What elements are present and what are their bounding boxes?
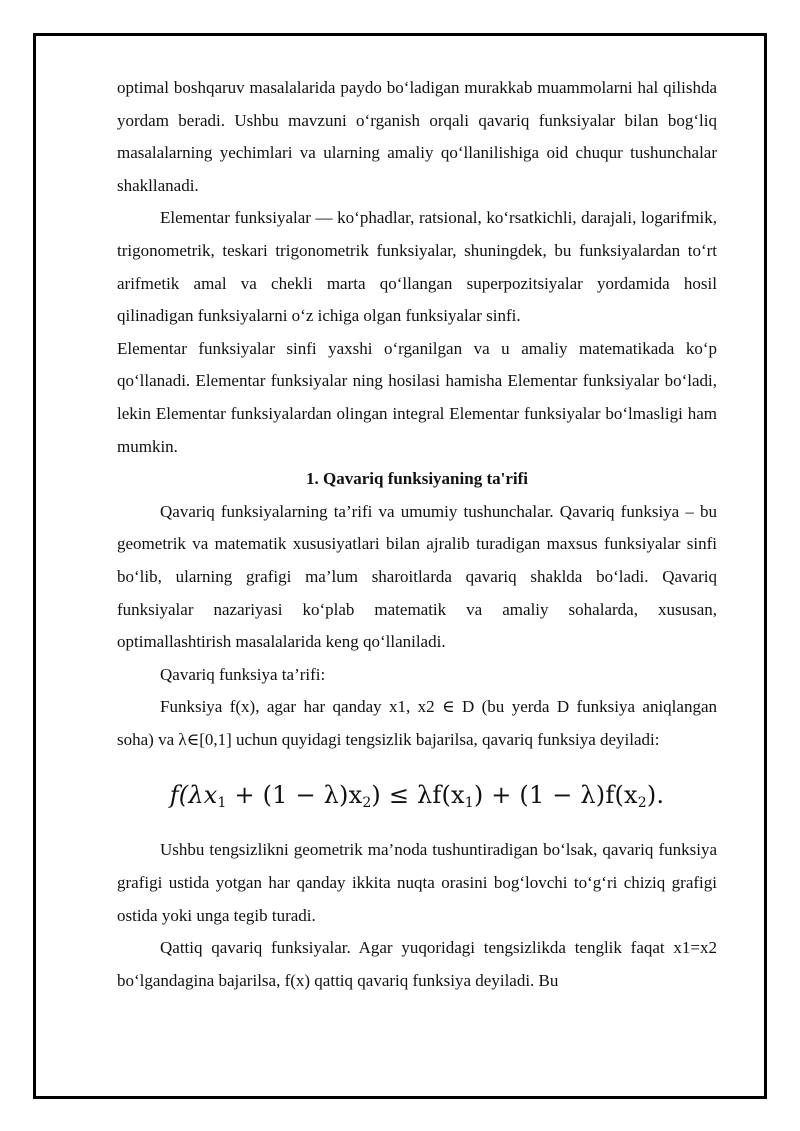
paragraph-1: optimal boshqaruv masalalarida paydo bo‘ladigan murakkab muammolarni hal qilishda yordam beradi. Ushbu mavzuni o‘rganish orqali qavariq funksiyalar bilan bog‘liq masalalarning yechimlari va ularning amaliy qo‘llanilishiga oid chuqur tushunchalar shakllanadi. (117, 78, 717, 195)
formula-sub-c: 1 (464, 795, 474, 812)
formula-sub-a: 1 (217, 795, 227, 812)
formula-sub-d: 2 (637, 795, 647, 812)
paragraph-3: Elementar funksiyalar sinfi yaxshi o‘rganilgan va u amaliy matematikada ko‘p qo‘llanadi. Elementar funksiyalar ning hosilasi hamisha Elementar funksiyalar bo‘ladi, lekin Elementar funksiyalardan olingan integral Elementar funksiyalar bo‘lmasligi ham mumkin. (117, 338, 717, 456)
formula-part-d: ) + (1 − λ)f(x (473, 781, 638, 810)
paragraph-2: Elementar funksiyalar — ko‘phadlar, ratsional, ko‘rsatkichli, darajali, logarifmik, trigonometrik, teskari trigonometrik funksiyalar, shuningdek, bu funksiyalardan to‘rt arifmetik amal va chekli marta qo‘llangan superpozitsiyalar yordamida hosil qilinadigan funksiyalarni o‘z ichiga olgan funksiyalar sinfi. (117, 208, 717, 326)
section-heading: 1. Qavariq funksiyaning ta'rifi (306, 469, 528, 489)
convexity-inequality (117, 756, 717, 834)
paragraph-6: Funksiya f(x), agar har qanday x1, x2 ∈ D (bu yerda D funksiya aniqlangan soha) va λ∈[0,1] uchun quyidagi tengsizlik bajarilsa, qavariq funksiya deyiladi: (117, 697, 717, 749)
document-body (117, 72, 717, 997)
paragraph-4: Qavariq funksiyalarning ta’rifi va umumiy tushunchalar. Qavariq funksiya – bu geometrik va matematik xususiyatlari bilan ajralib turadigan maxsus funksiyalar sinfi bo‘lib, ularning grafigi ma’lum sharoitlarda qavariq shaklda bo‘ladi. Qavariq funksiyalar nazariyasi ko‘plab matematik va amaliy sohalarda, xususan, optimallashtirish masalalarida keng qo‘llaniladi. (117, 501, 717, 652)
formula-part-b: + (1 − λ)x (226, 781, 363, 810)
formula-part-c: ) ≤ λf(x (371, 781, 465, 810)
formula-part-a: f(λx (169, 781, 218, 810)
formula-sub-b: 2 (362, 795, 372, 812)
paragraph-8: Qattiq qavariq funksiyalar. Agar yuqoridagi tengsizlikda tenglik faqat x1=x2 bo‘lgandagina bajarilsa, f(x) qattiq qavariq funksiya deyiladi. Bu (117, 938, 717, 990)
paragraph-5: Qavariq funksiya ta’rifi: (160, 664, 326, 684)
paragraph-7: Ushbu tengsizlikni geometrik ma’noda tushuntiradigan bo‘lsak, qavariq funksiya grafigi ustida yotgan har qanday ikkita nuqta orasini bog‘lovchi to‘g‘ri chiziq grafigi ostida yoki unga tegib turadi. (117, 840, 717, 925)
formula-part-e: ). (646, 781, 665, 810)
